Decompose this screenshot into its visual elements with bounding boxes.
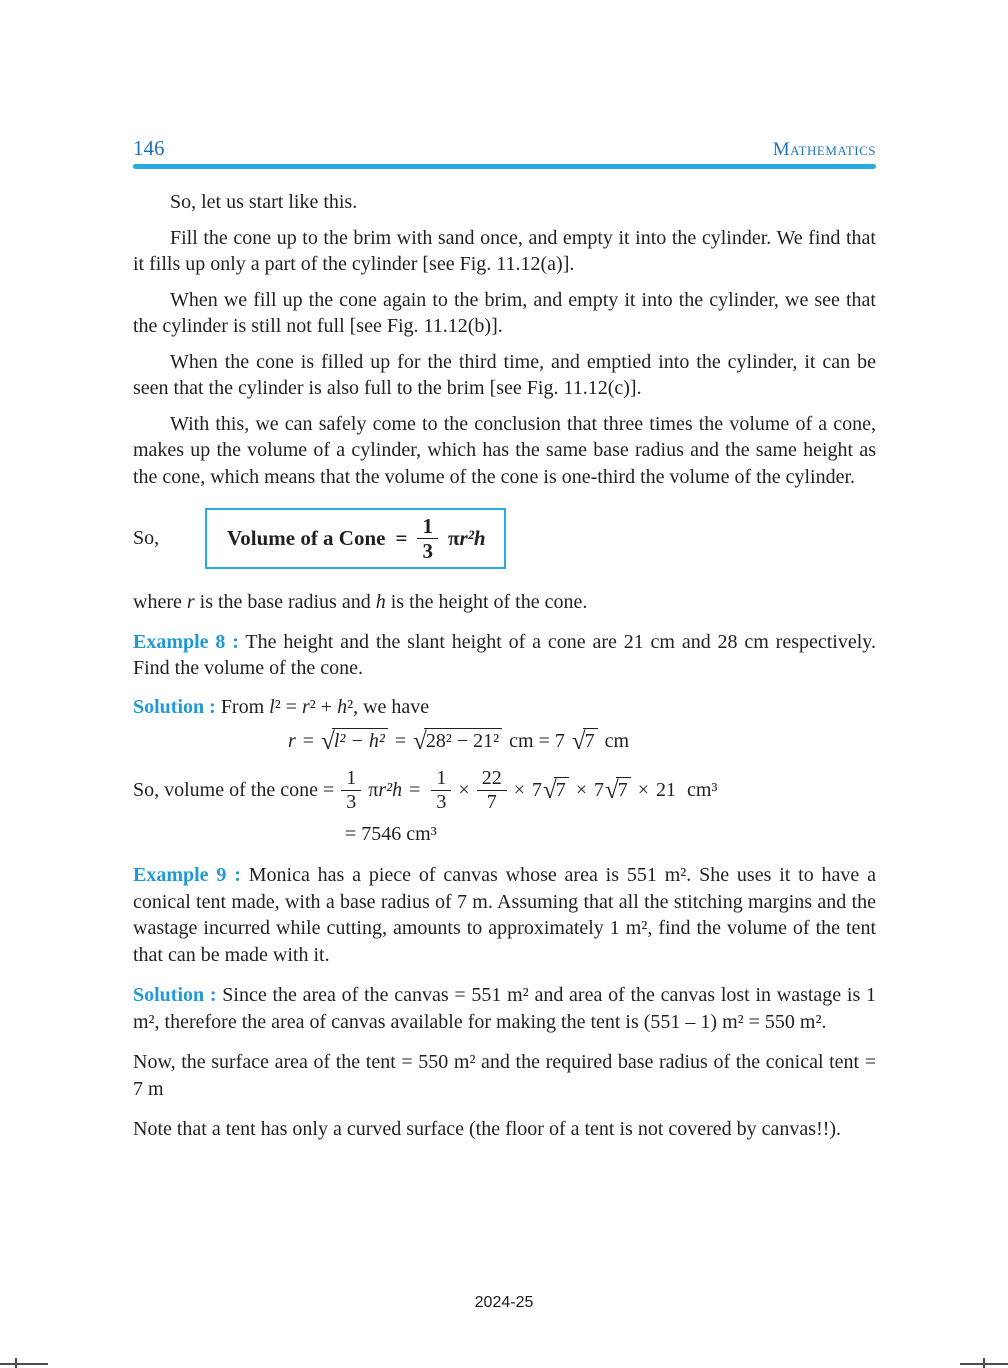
pi-r2-h: πr²h: [368, 779, 403, 802]
radical-7: √7: [605, 778, 631, 803]
page-header: [133, 138, 876, 159]
formula-lhs: Volume of a Cone: [227, 526, 386, 551]
solution9-paragraph: [133, 982, 876, 1035]
sqrt-sign: √: [321, 728, 335, 756]
example8-paragraph: [133, 629, 876, 682]
crop-mark-bottom-left-tick: [15, 1358, 17, 1368]
solution9-label: Solution :: [133, 984, 217, 1007]
solution8-paragraph: Solution : From l² = r² + h², we have: [133, 695, 430, 718]
fraction-one-third: $\frac{1}{3}$: [417, 515, 438, 562]
radical-7: √7: [572, 729, 598, 754]
cone-volume-formula-box: [205, 508, 506, 569]
example8-label: Example 8 :: [133, 630, 239, 653]
edition-year: 2024-25: [474, 1294, 534, 1311]
note-paragraph: Note that a tent has only a curved surface (the floor of a tent is not covered by canvas!!).: [133, 1118, 842, 1141]
paragraph-fill-once: Fill the cone up to the brim with sand once, and empty it into the cylinder. We find that it fills up only a part of the cylinder [see Fig. 11.12(a)].: [133, 226, 876, 275]
header-rule: [133, 164, 876, 169]
paragraph-intro: So, let us start like this.: [170, 191, 358, 213]
paragraph-fill-again: When we fill up the cone again to the brim, and empty it into the cylinder, we see that the cylinder is still not full [see Fig. 11.12(b)].: [133, 288, 876, 337]
solution9-text: Since the area of the canvas = 551 m² and area of the canvas lost in wastage is 1 m², therefore the area of canvas available for making the tent is (551 – 1) m² = 550 m².: [133, 984, 876, 1033]
times-sign: ×: [637, 779, 650, 802]
volume-result: = 7546 cm³: [345, 823, 437, 846]
page-number: 146: [133, 136, 165, 160]
crop-mark-bottom-right-tick: [983, 1358, 985, 1368]
formula-equals: =: [395, 526, 408, 551]
radical-7: √7: [543, 778, 569, 803]
coeff-7: 7: [594, 779, 604, 802]
unit-cm3: cm³: [687, 779, 718, 802]
formula-pi-r2-h: πr²h: [447, 526, 486, 551]
fraction-22-7: $\frac{22}{7}$: [477, 768, 507, 813]
example9-paragraph: [133, 862, 876, 968]
fraction-one-third: $\frac{1}{3}$: [431, 768, 451, 813]
page-content: [133, 138, 876, 1152]
times-sign: ×: [575, 779, 587, 802]
radical-28-21: √28² − 21²: [413, 729, 502, 754]
volume-equation: So, volume of the cone = $\frac{1}{3}$ πr²h = $\frac{1}{3}$ × $\frac{22}{7}$ × 7 √7 × 7 √7 × 21 cm³: [133, 767, 718, 814]
radius-equation: r = √l² − h² = √28² − 21² cm = 7 √7 cm: [288, 728, 630, 756]
formula-row: [133, 508, 876, 569]
sqrt-sign: √: [413, 728, 427, 756]
fraction-one-third: $\frac{1}{3}$: [341, 768, 361, 813]
surface-area-paragraph: Now, the surface area of the tent = 550 m² and the required base radius of the conical tent = 7 m: [133, 1051, 876, 1100]
crop-mark-bottom-left: [0, 1363, 48, 1365]
solution8-label: Solution :: [133, 695, 216, 718]
running-head-subject: Mathematics: [772, 139, 876, 160]
sqrt-sign: √: [542, 777, 557, 805]
example8-text: The height and the slant height of a cone are 21 cm and 28 cm respectively. Find the volume of the cone.: [133, 630, 876, 680]
sqrt-sign: √: [605, 777, 619, 805]
where-line: where r is the base radius and h is the height of the cone.: [133, 591, 588, 614]
example9-text: Monica has a piece of canvas whose area is 551 m². She uses it to have a conical tent made, with a base radius of 7 m. Assuming that all the stitching margins and the wastage incurred while cutting, amounts to approximately 1 m², find the volume of the tent that can be made with it.: [133, 864, 876, 966]
coeff-21: 21: [656, 779, 677, 802]
times-sign: ×: [513, 779, 525, 802]
coeff-7: 7: [531, 779, 542, 802]
example9-label: Example 9 :: [133, 864, 241, 887]
paragraph-fill-third: When the cone is filled up for the third time, and emptied into the cylinder, it can be seen that the cylinder is also full to the brim [see Fig. 11.12(c)].: [133, 350, 876, 399]
times-sign: ×: [458, 779, 470, 802]
radical-l2-h2: √l² − h²: [321, 729, 388, 754]
formula-prefix: So,: [133, 527, 160, 550]
sqrt-sign: √: [571, 728, 586, 756]
paragraph-conclusion: With this, we can safely come to the conclusion that three times the volume of a cone, makes up the volume of a cylinder, which has the same base radius and the same height as the cone, which means that the volume of the cone is one-third the volume of the cylinder.: [133, 412, 876, 488]
